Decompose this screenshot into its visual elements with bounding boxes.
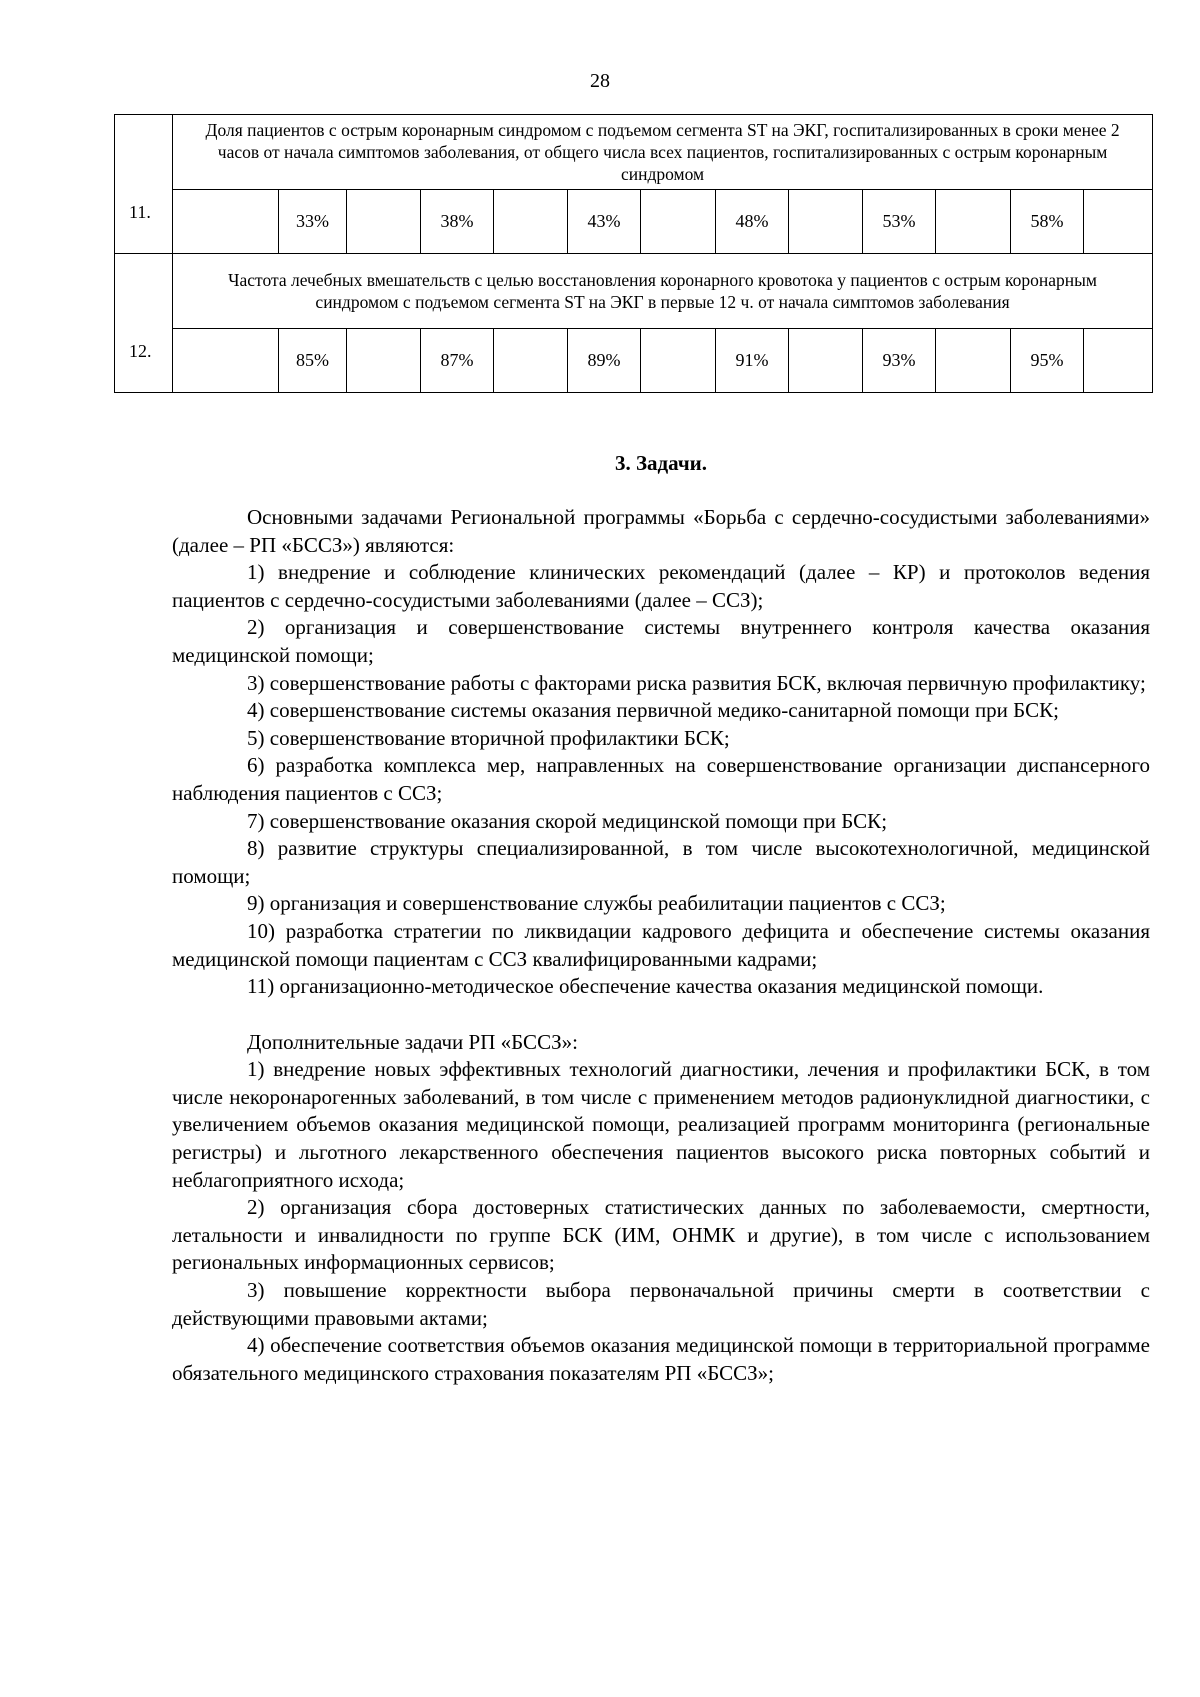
value-cell: 91% — [716, 329, 789, 393]
empty-cell — [936, 190, 1011, 254]
value-cell: 85% — [279, 329, 347, 393]
empty-cell — [494, 329, 568, 393]
empty-cell — [173, 190, 279, 254]
empty-cell — [789, 190, 863, 254]
empty-cell — [347, 329, 421, 393]
task-item: 5) совершенствование вторичной профилактики БСК; — [247, 725, 730, 750]
table-row — [115, 329, 1153, 393]
empty-cell — [936, 329, 1011, 393]
task-item: 2) организация и совершенствование системы внутреннего контроля качества оказания медицинской помощи; — [172, 615, 1150, 667]
task-item: 1) внедрение и соблюдение клинических рекомендаций (далее – КР) и протоколов ведения пациентов с сердечно-сосудистыми заболеваниями (далее – ССЗ); — [172, 560, 1150, 612]
additional-task-item: 3) повышение корректности выбора первоначальной причины смерти в соответствии с действующими правовыми актами; — [172, 1278, 1150, 1330]
additional-intro: Дополнительные задачи РП «БССЗ»: — [247, 1029, 578, 1054]
empty-cell — [173, 329, 279, 393]
row-number-cell — [115, 115, 173, 254]
value-cell: 43% — [568, 190, 641, 254]
body-text — [172, 504, 1150, 1387]
empty-cell — [347, 190, 421, 254]
value-cell: 33% — [279, 190, 347, 254]
row-number-cell — [115, 254, 173, 393]
indicator-description: Доля пациентов с острым коронарным синдромом с подъемом сегмента ST на ЭКГ, госпитализированных в сроки менее 2 часов от начала симптомов заболевания, от общего числа всех пациентов, госпитализированных с острым коронарным синдромом — [173, 115, 1153, 190]
additional-task-item: 2) организация сбора достоверных статистических данных по заболеваемости, смертности, летальности и инвалидности по группе БСК (ИМ, ОНМК и другие), в том числе с использованием региональных информационных сервисов; — [172, 1195, 1150, 1275]
task-item: 3) совершенствование работы с факторами риска развития БСК, включая первичную профилактику; — [247, 670, 1146, 695]
task-item: 9) организация и совершенствование службы реабилитации пациентов с ССЗ; — [247, 891, 946, 916]
task-item: 7) совершенствование оказания скорой медицинской помощи при БСК; — [247, 808, 888, 833]
indicator-description: Частота лечебных вмешательств с целью восстановления коронарного кровотока у пациентов с острым коронарным синдромом с подъемом сегмента ST на ЭКГ в первые 12 ч. от начала симптомов заболевания — [173, 254, 1153, 329]
task-item: 6) разработка комплекса мер, направленных на совершенствование организации диспансерного наблюдения пациентов с ССЗ; — [172, 753, 1150, 805]
task-item: 11) организационно-методическое обеспечение качества оказания медицинской помощи. — [247, 974, 1044, 999]
task-item: 4) совершенствование системы оказания первичной медико-санитарной помощи при БСК; — [247, 698, 1059, 723]
additional-task-item: 1) внедрение новых эффективных технологий диагностики, лечения и профилактики БСК, в том числе некоронарогенных заболеваний, в том числе с применением методов радионуклидной диагностики, с увеличением объемов оказания медицинской помощи, реализацией программ мониторинга (региональные регистры) и льготного лекарственного обеспечения пациентов высокого риска повторных событий и неблагоприятного исхода; — [172, 1057, 1150, 1192]
page-number: 28 — [590, 70, 610, 92]
value-cell: 87% — [421, 329, 494, 393]
additional-task-item: 4) обеспечение соответствия объемов оказания медицинской помощи в территориальной программе обязательного медицинского страхования показателям РП «БССЗ»; — [172, 1333, 1150, 1385]
empty-cell — [494, 190, 568, 254]
empty-cell — [641, 190, 716, 254]
value-cell: 38% — [421, 190, 494, 254]
empty-cell — [789, 329, 863, 393]
empty-cell — [641, 329, 716, 393]
row-number: 11. — [129, 201, 151, 222]
table-row — [115, 254, 1153, 329]
row-number: 12. — [129, 340, 152, 361]
value-cell: 53% — [863, 190, 936, 254]
task-item: 8) развитие структуры специализированной, в том числе высокотехнологичной, медицинской помощи; — [172, 836, 1150, 888]
empty-cell — [1084, 329, 1153, 393]
task-item: 10) разработка стратегии по ликвидации кадрового дефицита и обеспечение системы оказания медицинской помощи пациентам с ССЗ квалифицированными кадрами; — [172, 918, 1150, 971]
value-cell: 89% — [568, 329, 641, 393]
section-title: 3. Задачи. — [614, 451, 708, 475]
value-cell: 95% — [1011, 329, 1084, 393]
value-cell: 48% — [716, 190, 789, 254]
indicators-table — [114, 114, 1153, 393]
empty-cell — [1084, 190, 1153, 254]
value-cell: 93% — [863, 329, 936, 393]
intro-paragraph: Основными задачами Региональной программы «Борьба с сердечно-сосудистыми заболеваниями» (далее – РП «БССЗ») являются: — [172, 505, 1150, 557]
value-cell: 58% — [1011, 190, 1084, 254]
table-row — [115, 190, 1153, 254]
table-row — [115, 115, 1153, 190]
